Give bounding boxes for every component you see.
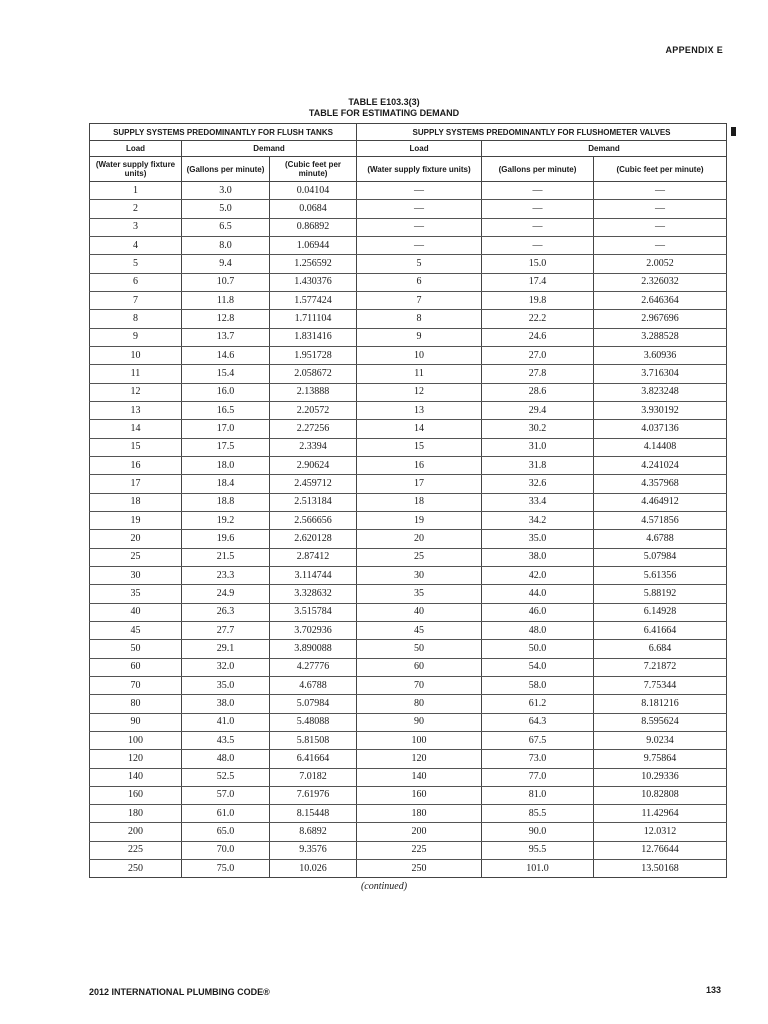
table-cell: 15.4 xyxy=(182,365,270,383)
table-cell: — xyxy=(482,200,594,218)
table-cell: 20 xyxy=(90,530,182,548)
table-cell: 27.7 xyxy=(182,621,270,639)
table-cell: 24.9 xyxy=(182,585,270,603)
table-cell: 13 xyxy=(357,401,482,419)
table-cell: 6.5 xyxy=(182,218,270,236)
table-row xyxy=(90,786,727,804)
table-cell: 40 xyxy=(357,603,482,621)
table-cell: — xyxy=(594,182,727,200)
table-cell: 8.6892 xyxy=(270,823,357,841)
table-cell: 4.241024 xyxy=(594,456,727,474)
table-cell: 8.181216 xyxy=(594,695,727,713)
table-cell: 13.7 xyxy=(182,328,270,346)
table-row xyxy=(90,566,727,584)
table-cell: 34.2 xyxy=(482,511,594,529)
col-header-gpm-right: (Gallons per minute) xyxy=(482,157,594,182)
table-cell: 9.0234 xyxy=(594,731,727,749)
table-cell: 46.0 xyxy=(482,603,594,621)
table-cell: 19.2 xyxy=(182,511,270,529)
table-cell: 180 xyxy=(90,805,182,823)
table-cell: 11.8 xyxy=(182,291,270,309)
footer-book-title: 2012 INTERNATIONAL PLUMBING CODE® xyxy=(89,987,270,997)
table-cell: 8.0 xyxy=(182,236,270,254)
table-cell: 2.3394 xyxy=(270,438,357,456)
table-cell: 1.06944 xyxy=(270,236,357,254)
table-cell: 160 xyxy=(90,786,182,804)
table-cell: 44.0 xyxy=(482,585,594,603)
table-cell: 7.0182 xyxy=(270,768,357,786)
table-row xyxy=(90,200,727,218)
table-cell: 18.0 xyxy=(182,456,270,474)
table-cell: 6 xyxy=(357,273,482,291)
table-cell: 17 xyxy=(90,475,182,493)
table-cell: 77.0 xyxy=(482,768,594,786)
table-cell: 31.0 xyxy=(482,438,594,456)
table-cell: 9 xyxy=(90,328,182,346)
table-cell: 35 xyxy=(357,585,482,603)
table-cell: 0.0684 xyxy=(270,200,357,218)
table-cell: 3 xyxy=(90,218,182,236)
table-cell: 200 xyxy=(357,823,482,841)
table-cell: 16.0 xyxy=(182,383,270,401)
table-cell: 50 xyxy=(90,640,182,658)
table-cell: 160 xyxy=(357,786,482,804)
table-row xyxy=(90,768,727,786)
table-cell: 3.716304 xyxy=(594,365,727,383)
page-number: 133 xyxy=(706,985,722,995)
table-cell: 7.75344 xyxy=(594,676,727,694)
table-cell: 18.4 xyxy=(182,475,270,493)
table-cell: 250 xyxy=(90,860,182,878)
table-cell: 95.5 xyxy=(482,841,594,859)
table-cell: 90 xyxy=(357,713,482,731)
table-cell: 16 xyxy=(357,456,482,474)
table-cell: 54.0 xyxy=(482,658,594,676)
table-body xyxy=(90,182,727,878)
table-cell: 5.81508 xyxy=(270,731,357,749)
table-cell: 33.4 xyxy=(482,493,594,511)
load-header-left: Load xyxy=(90,141,182,157)
table-cell: 20 xyxy=(357,530,482,548)
table-cell: 5 xyxy=(90,255,182,273)
col-header-cfm-left: (Cubic feet per minute) xyxy=(270,157,357,182)
table-row xyxy=(90,603,727,621)
table-cell: 2.27256 xyxy=(270,420,357,438)
table-cell: 10.29336 xyxy=(594,768,727,786)
col-header-gpm-left: (Gallons per minute) xyxy=(182,157,270,182)
table-cell: 2.459712 xyxy=(270,475,357,493)
table-cell: 50 xyxy=(357,640,482,658)
table-row xyxy=(90,530,727,548)
table-cell: 17 xyxy=(357,475,482,493)
table-cell: 17.0 xyxy=(182,420,270,438)
table-cell: 10.82808 xyxy=(594,786,727,804)
table-row xyxy=(90,548,727,566)
table-cell: 2.566656 xyxy=(270,511,357,529)
col-header-load-left: (Water supply fixture units) xyxy=(90,157,182,182)
table-cell: 18 xyxy=(90,493,182,511)
table-cell: 6.684 xyxy=(594,640,727,658)
table-cell: 120 xyxy=(90,750,182,768)
table-row xyxy=(90,456,727,474)
table-cell: 10.7 xyxy=(182,273,270,291)
table-row xyxy=(90,731,727,749)
table-row xyxy=(90,493,727,511)
table-row xyxy=(90,511,727,529)
table-cell: 48.0 xyxy=(482,621,594,639)
table-cell: 22.2 xyxy=(482,310,594,328)
table-row xyxy=(90,420,727,438)
table-cell: 2.90624 xyxy=(270,456,357,474)
table-cell: 1.831416 xyxy=(270,328,357,346)
table-cell: 85.5 xyxy=(482,805,594,823)
table-row xyxy=(90,621,727,639)
table-cell: 200 xyxy=(90,823,182,841)
table-cell: 1.711104 xyxy=(270,310,357,328)
table-cell: 26.3 xyxy=(182,603,270,621)
table-cell: 6.41664 xyxy=(270,750,357,768)
table-cell: 12.8 xyxy=(182,310,270,328)
table-row xyxy=(90,310,727,328)
table-cell: 3.823248 xyxy=(594,383,727,401)
table-cell: 2.646364 xyxy=(594,291,727,309)
table-cell: 90 xyxy=(90,713,182,731)
table-cell: 2.13888 xyxy=(270,383,357,401)
table-cell: 2.967696 xyxy=(594,310,727,328)
table-cell: 2.87412 xyxy=(270,548,357,566)
table-cell: 4.6788 xyxy=(270,676,357,694)
table-cell: 1 xyxy=(90,182,182,200)
table-cell: 10 xyxy=(357,346,482,364)
table-cell: 9.4 xyxy=(182,255,270,273)
table-number: TABLE E103.3(3) xyxy=(348,97,420,107)
table-row xyxy=(90,255,727,273)
table-cell: 80 xyxy=(90,695,182,713)
table-row xyxy=(90,346,727,364)
table-cell: 18 xyxy=(357,493,482,511)
table-cell: — xyxy=(482,182,594,200)
table-cell: 4.571856 xyxy=(594,511,727,529)
table-cell: 3.328632 xyxy=(270,585,357,603)
table-cell: 15 xyxy=(90,438,182,456)
table-cell: 60 xyxy=(90,658,182,676)
load-header-right: Load xyxy=(357,141,482,157)
table-row xyxy=(90,640,727,658)
table-cell: 9 xyxy=(357,328,482,346)
table-cell: 61.0 xyxy=(182,805,270,823)
table-cell: 6 xyxy=(90,273,182,291)
table-cell: 57.0 xyxy=(182,786,270,804)
table-cell: 3.930192 xyxy=(594,401,727,419)
table-cell: 15.0 xyxy=(482,255,594,273)
table-cell: — xyxy=(357,236,482,254)
table-cell: 140 xyxy=(90,768,182,786)
table-cell: 12.0312 xyxy=(594,823,727,841)
table-cell: 1.256592 xyxy=(270,255,357,273)
table-cell: 3.515784 xyxy=(270,603,357,621)
table-cell: 3.0 xyxy=(182,182,270,200)
table-cell: 23.3 xyxy=(182,566,270,584)
table-cell: 4.14408 xyxy=(594,438,727,456)
table-cell: 17.4 xyxy=(482,273,594,291)
table-cell: 28.6 xyxy=(482,383,594,401)
table-cell: 5.0 xyxy=(182,200,270,218)
table-cell: 1.951728 xyxy=(270,346,357,364)
table-cell: — xyxy=(357,200,482,218)
table-cell: 35.0 xyxy=(182,676,270,694)
table-title-block xyxy=(0,97,768,119)
table-cell: 120 xyxy=(357,750,482,768)
table-cell: 9.75864 xyxy=(594,750,727,768)
table-cell: 3.288528 xyxy=(594,328,727,346)
table-cell: 24.6 xyxy=(482,328,594,346)
table-cell: 101.0 xyxy=(482,860,594,878)
table-cell: 3.890088 xyxy=(270,640,357,658)
table-cell: 225 xyxy=(90,841,182,859)
table-cell: 2.058672 xyxy=(270,365,357,383)
table-title: TABLE FOR ESTIMATING DEMAND xyxy=(308,108,460,118)
table-cell: 58.0 xyxy=(482,676,594,694)
table-cell: 31.8 xyxy=(482,456,594,474)
table-row xyxy=(90,291,727,309)
table-cell: 5.88192 xyxy=(594,585,727,603)
table-cell: 3.60936 xyxy=(594,346,727,364)
table-cell: 45 xyxy=(90,621,182,639)
table-cell: 7 xyxy=(357,291,482,309)
table-cell: 2 xyxy=(90,200,182,218)
demand-table xyxy=(89,123,727,878)
table-cell: 61.2 xyxy=(482,695,594,713)
table-cell: 60 xyxy=(357,658,482,676)
table-cell: 7.21872 xyxy=(594,658,727,676)
table-cell: 16.5 xyxy=(182,401,270,419)
table-cell: 45 xyxy=(357,621,482,639)
table-row xyxy=(90,328,727,346)
table-cell: 6.14928 xyxy=(594,603,727,621)
table-cell: 41.0 xyxy=(182,713,270,731)
table-cell: 140 xyxy=(357,768,482,786)
table-cell: — xyxy=(482,218,594,236)
table-row xyxy=(90,823,727,841)
table-cell: 2.620128 xyxy=(270,530,357,548)
table-cell: 21.5 xyxy=(182,548,270,566)
table-cell: 16 xyxy=(90,456,182,474)
table-row xyxy=(90,676,727,694)
table-cell: 5.07984 xyxy=(594,548,727,566)
table-cell: 3.702936 xyxy=(270,621,357,639)
table-cell: 70 xyxy=(357,676,482,694)
table-cell: 48.0 xyxy=(182,750,270,768)
table-row xyxy=(90,401,727,419)
table-cell: 14 xyxy=(357,420,482,438)
group-header-flush-tanks: SUPPLY SYSTEMS PREDOMINANTLY FOR FLUSH TANKS xyxy=(90,124,357,141)
table-cell: 1.430376 xyxy=(270,273,357,291)
table-row xyxy=(90,713,727,731)
table-cell: 29.4 xyxy=(482,401,594,419)
table-cell: 30 xyxy=(90,566,182,584)
table-cell: — xyxy=(357,218,482,236)
table-cell: 4.464912 xyxy=(594,493,727,511)
table-cell: 27.0 xyxy=(482,346,594,364)
group-header-flushometer-valves: SUPPLY SYSTEMS PREDOMINANTLY FOR FLUSHOMETER VALVES xyxy=(357,124,727,141)
table-row xyxy=(90,438,727,456)
table-row xyxy=(90,236,727,254)
table-cell: 9.3576 xyxy=(270,841,357,859)
table-cell: — xyxy=(357,182,482,200)
table-cell: 80 xyxy=(357,695,482,713)
table-cell: — xyxy=(594,218,727,236)
table-cell: 4 xyxy=(90,236,182,254)
table-cell: 75.0 xyxy=(182,860,270,878)
table-cell: 11.42964 xyxy=(594,805,727,823)
table-cell: 19.8 xyxy=(482,291,594,309)
table-cell: 6.41664 xyxy=(594,621,727,639)
table-cell: — xyxy=(482,236,594,254)
table-row xyxy=(90,860,727,878)
table-cell: 35.0 xyxy=(482,530,594,548)
table-cell: 225 xyxy=(357,841,482,859)
table-cell: 27.8 xyxy=(482,365,594,383)
table-cell: 7.61976 xyxy=(270,786,357,804)
table-cell: 5 xyxy=(357,255,482,273)
table-cell: 25 xyxy=(357,548,482,566)
table-cell: 8 xyxy=(90,310,182,328)
table-cell: 12 xyxy=(90,383,182,401)
table-cell: 32.6 xyxy=(482,475,594,493)
table-cell: 65.0 xyxy=(182,823,270,841)
change-bar xyxy=(731,127,736,136)
table-cell: 8.15448 xyxy=(270,805,357,823)
table-cell: 4.357968 xyxy=(594,475,727,493)
table-cell: 10 xyxy=(90,346,182,364)
table-cell: 30.2 xyxy=(482,420,594,438)
table-cell: 19.6 xyxy=(182,530,270,548)
table-cell: 81.0 xyxy=(482,786,594,804)
table-cell: 15 xyxy=(357,438,482,456)
table-cell: 100 xyxy=(90,731,182,749)
table-cell: 11 xyxy=(90,365,182,383)
table-row xyxy=(90,273,727,291)
col-header-cfm-right: (Cubic feet per minute) xyxy=(594,157,727,182)
table-cell: 67.5 xyxy=(482,731,594,749)
table-cell: 13 xyxy=(90,401,182,419)
table-row xyxy=(90,841,727,859)
table-cell: 19 xyxy=(357,511,482,529)
table-cell: 70 xyxy=(90,676,182,694)
table-row xyxy=(90,750,727,768)
table-cell: 43.5 xyxy=(182,731,270,749)
table-cell: 3.114744 xyxy=(270,566,357,584)
table-cell: 14 xyxy=(90,420,182,438)
table-row xyxy=(90,218,727,236)
table-cell: 12.76644 xyxy=(594,841,727,859)
table-cell: 100 xyxy=(357,731,482,749)
table-cell: 5.48088 xyxy=(270,713,357,731)
table-cell: 8.595624 xyxy=(594,713,727,731)
table-row xyxy=(90,475,727,493)
table-cell: 42.0 xyxy=(482,566,594,584)
table-cell: 4.037136 xyxy=(594,420,727,438)
table-cell: 14.6 xyxy=(182,346,270,364)
table-cell: — xyxy=(594,200,727,218)
table-row xyxy=(90,365,727,383)
table-cell: 52.5 xyxy=(182,768,270,786)
table-cell: 2.326032 xyxy=(594,273,727,291)
table-cell: 38.0 xyxy=(482,548,594,566)
table-cell: 11 xyxy=(357,365,482,383)
table-cell: 90.0 xyxy=(482,823,594,841)
table-cell: 7 xyxy=(90,291,182,309)
table-cell: 5.07984 xyxy=(270,695,357,713)
table-cell: 50.0 xyxy=(482,640,594,658)
table-cell: — xyxy=(594,236,727,254)
table-cell: 18.8 xyxy=(182,493,270,511)
table-row xyxy=(90,585,727,603)
demand-header-left: Demand xyxy=(182,141,357,157)
table-cell: 30 xyxy=(357,566,482,584)
appendix-label: APPENDIX E xyxy=(665,45,723,55)
table-cell: 35 xyxy=(90,585,182,603)
table-cell: 4.6788 xyxy=(594,530,727,548)
table-cell: 0.04104 xyxy=(270,182,357,200)
table-cell: 29.1 xyxy=(182,640,270,658)
table-cell: 250 xyxy=(357,860,482,878)
table-row xyxy=(90,695,727,713)
table-cell: 25 xyxy=(90,548,182,566)
table-row xyxy=(90,182,727,200)
table-cell: 1.577424 xyxy=(270,291,357,309)
table-cell: 2.20572 xyxy=(270,401,357,419)
table-cell: 32.0 xyxy=(182,658,270,676)
table-cell: 5.61356 xyxy=(594,566,727,584)
table-cell: 17.5 xyxy=(182,438,270,456)
table-cell: 10.026 xyxy=(270,860,357,878)
table-cell: 13.50168 xyxy=(594,860,727,878)
table-cell: 64.3 xyxy=(482,713,594,731)
continued-note: (continued) xyxy=(360,881,408,892)
demand-header-right: Demand xyxy=(482,141,727,157)
table-cell: 4.27776 xyxy=(270,658,357,676)
table-cell: 0.86892 xyxy=(270,218,357,236)
table-cell: 38.0 xyxy=(182,695,270,713)
table-cell: 73.0 xyxy=(482,750,594,768)
col-header-load-right: (Water supply fixture units) xyxy=(357,157,482,182)
table-cell: 12 xyxy=(357,383,482,401)
table-cell: 8 xyxy=(357,310,482,328)
table-cell: 40 xyxy=(90,603,182,621)
table-cell: 70.0 xyxy=(182,841,270,859)
table-row xyxy=(90,805,727,823)
table-cell: 2.0052 xyxy=(594,255,727,273)
table-cell: 19 xyxy=(90,511,182,529)
table-row xyxy=(90,658,727,676)
table-cell: 2.513184 xyxy=(270,493,357,511)
table-cell: 180 xyxy=(357,805,482,823)
table-row xyxy=(90,383,727,401)
